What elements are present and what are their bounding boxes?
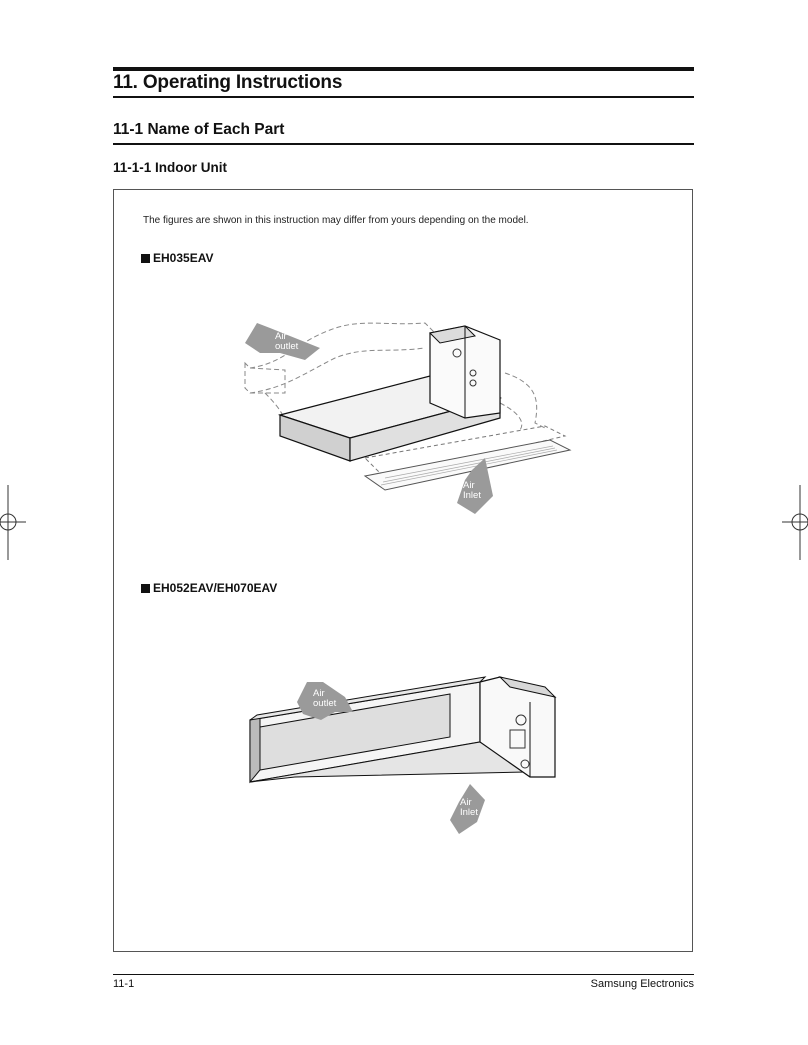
heading-bottom-rule <box>113 96 694 98</box>
registration-mark-right <box>782 485 808 560</box>
section-title: 11-1 Name of Each Part <box>113 121 285 138</box>
square-bullet-icon <box>141 254 150 263</box>
inlet-label-1: Air Inlet <box>463 480 481 501</box>
square-bullet-icon <box>141 584 150 593</box>
model-heading-1 <box>141 251 213 265</box>
page-number: 11-1 <box>113 978 135 990</box>
figure-eh052eav-eh070eav <box>245 672 565 852</box>
model-heading-2 <box>141 581 277 595</box>
footer-rule <box>113 974 694 975</box>
registration-mark-left <box>0 485 26 560</box>
subsection-title: 11-1-1 Indoor Unit <box>113 160 228 175</box>
company-name: Samsung Electronics <box>590 978 694 990</box>
heading-top-rule <box>113 67 694 71</box>
note-text: The figures are shwon in this instruction may differ from yours depending on the model. <box>143 215 529 226</box>
inlet-label-2: Air Inlet <box>460 797 478 818</box>
outlet-label-2: Air outlet <box>313 688 337 709</box>
section-rule <box>113 143 694 145</box>
model-name: EH035EAV <box>153 251 214 265</box>
outlet-label-1: Air outlet <box>275 331 299 352</box>
model-name: EH052EAV/EH070EAV <box>153 581 278 595</box>
page-title: 11. Operating Instructions <box>113 72 343 93</box>
figure-eh035eav <box>235 318 575 518</box>
